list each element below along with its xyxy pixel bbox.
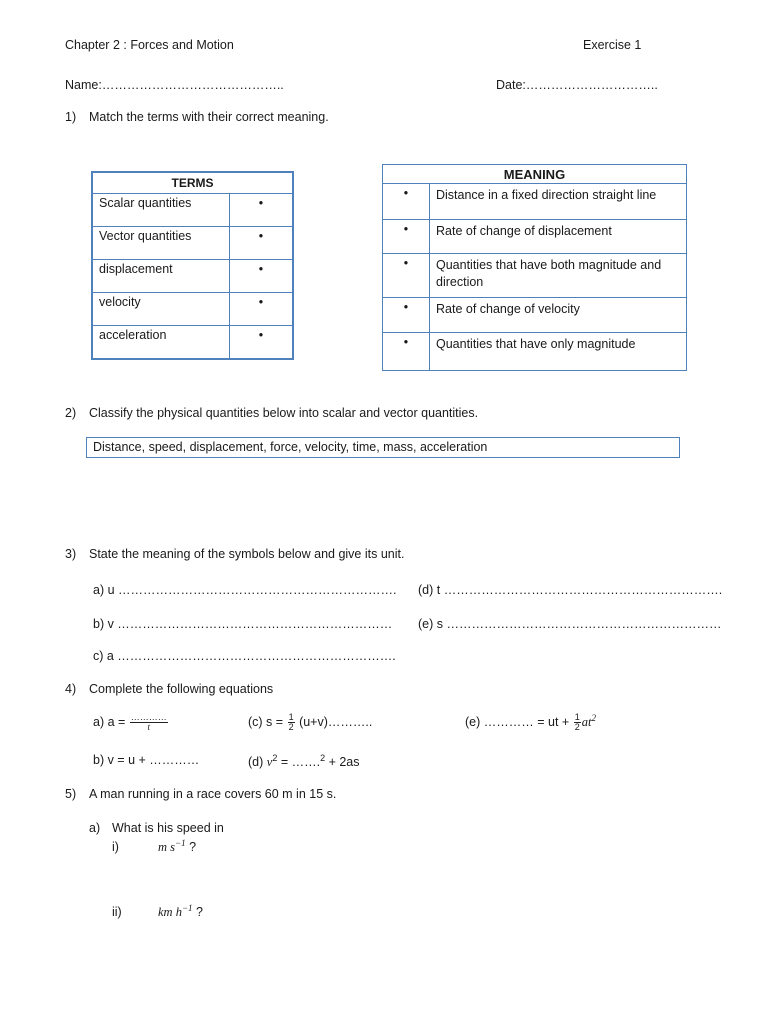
exponent: −1 [175,838,186,848]
equation-d-prefix: (d) [248,755,264,770]
match-dot: • [230,326,294,360]
equation-c [248,713,372,732]
fraction [288,713,295,732]
terms-table [91,171,294,360]
exponent: −1 [181,903,193,913]
meaning-cell: Distance in a fixed direction straight line [430,184,687,220]
match-dot: • [230,194,294,227]
match-dot: • [230,293,294,326]
equation-a-prefix: a) a = [93,714,126,729]
q5a-label: a) [89,821,101,835]
exponent: 2 [272,753,278,763]
table-row [383,184,687,220]
table-row [92,326,293,360]
table-row [92,194,293,227]
unit-text: km h [158,905,182,920]
match-dot: • [230,227,294,260]
meaning-header: MEANING [383,165,687,184]
match-dot: • [383,220,430,254]
chapter-title: Chapter 2 : Forces and Motion [65,38,234,52]
meaning-cell: Rate of change of velocity [430,298,687,333]
q3-text: State the meaning of the symbols below and give its unit. [89,547,405,561]
q4-number: 4) [65,682,77,696]
match-dot: • [383,184,430,220]
term-cell: Vector quantities [92,227,230,260]
meaning-cell: Quantities that have both magnitude and direction [430,254,687,298]
table-row [383,333,687,371]
date-field: Date:………………………….. [496,78,658,92]
fraction-numerator: 1 [288,712,294,722]
term-cell: Scalar quantities [92,194,230,227]
term-cell: acceleration [92,326,230,360]
fraction-denominator: t [147,722,151,732]
table-row [92,293,293,326]
q2-number: 2) [65,406,77,420]
fraction [574,713,581,732]
quantities-box: Distance, speed, displacement, force, velocity, time, mass, acceleration [86,437,680,458]
equation-a [93,713,169,732]
name-field: Name:…………………………………….. [65,78,284,92]
table-row [383,254,687,298]
term-cell: displacement [92,260,230,293]
fraction-denominator: 2 [288,722,294,732]
exponent: 2 [591,713,596,723]
q3-line-c: c) a …………………………………………………………. [93,649,396,663]
q5-i-label: i) [112,840,119,854]
q5-i-unit [158,838,196,855]
fraction-denominator: 2 [574,722,580,733]
exponent: 2 [320,753,326,763]
table-row [92,227,293,260]
match-dot: • [230,260,294,293]
fraction-numerator: ………… [130,712,167,722]
term-cell: velocity [92,293,230,326]
question-mark: ? [189,840,197,855]
match-dot: • [383,298,430,333]
terms-header: TERMS [92,172,293,194]
equation-d-blank: = ……. [280,755,321,770]
fraction [130,713,168,732]
equation-e-variable: at [581,715,592,730]
q1-text: Match the terms with their correct meaning. [89,110,329,124]
q4-text: Complete the following equations [89,682,274,696]
q2-text: Classify the physical quantities below into scalar and vector quantities. [89,406,479,420]
meaning-cell: Quantities that have only magnitude [430,333,687,371]
fraction-numerator: 1 [574,712,580,723]
equation-c-suffix: (u+v)……….. [299,714,373,729]
q5-ii-label: ii) [112,905,122,919]
q5a-text: What is his speed in [112,821,224,835]
equation-c-prefix: (c) s = [248,714,284,729]
q5-text: A man running in a race covers 60 m in 15 s. [89,787,337,801]
exercise-label: Exercise 1 [583,38,642,52]
equation-e-prefix: (e) ………… = ut + [465,715,570,730]
equation-d-suffix: + 2as [328,755,360,770]
q3-line-d: (d) t …………………………………………………………. [418,583,723,597]
meaning-cell: Rate of change of displacement [430,220,687,254]
q5-number: 5) [65,787,77,801]
equation-d-variable: v [266,755,273,770]
match-dot: • [383,254,430,298]
equation-b: b) v = u + ………… [93,753,200,767]
q5-ii-unit [158,903,203,920]
equation-d [248,753,360,770]
q3-line-b: b) v ………………………………………………………… [93,617,393,631]
table-row [92,260,293,293]
q3-line-e: (e) s ………………………………………………………… [418,617,722,631]
q1-number: 1) [65,110,77,124]
q3-number: 3) [65,547,77,561]
unit-text: m s [158,840,176,855]
equation-e [465,713,596,732]
table-row [383,220,687,254]
q3-line-a: a) u …………………………………………………………. [93,583,397,597]
table-row [383,298,687,333]
question-mark: ? [196,905,203,920]
match-dot: • [383,333,430,371]
meaning-table [382,164,687,371]
